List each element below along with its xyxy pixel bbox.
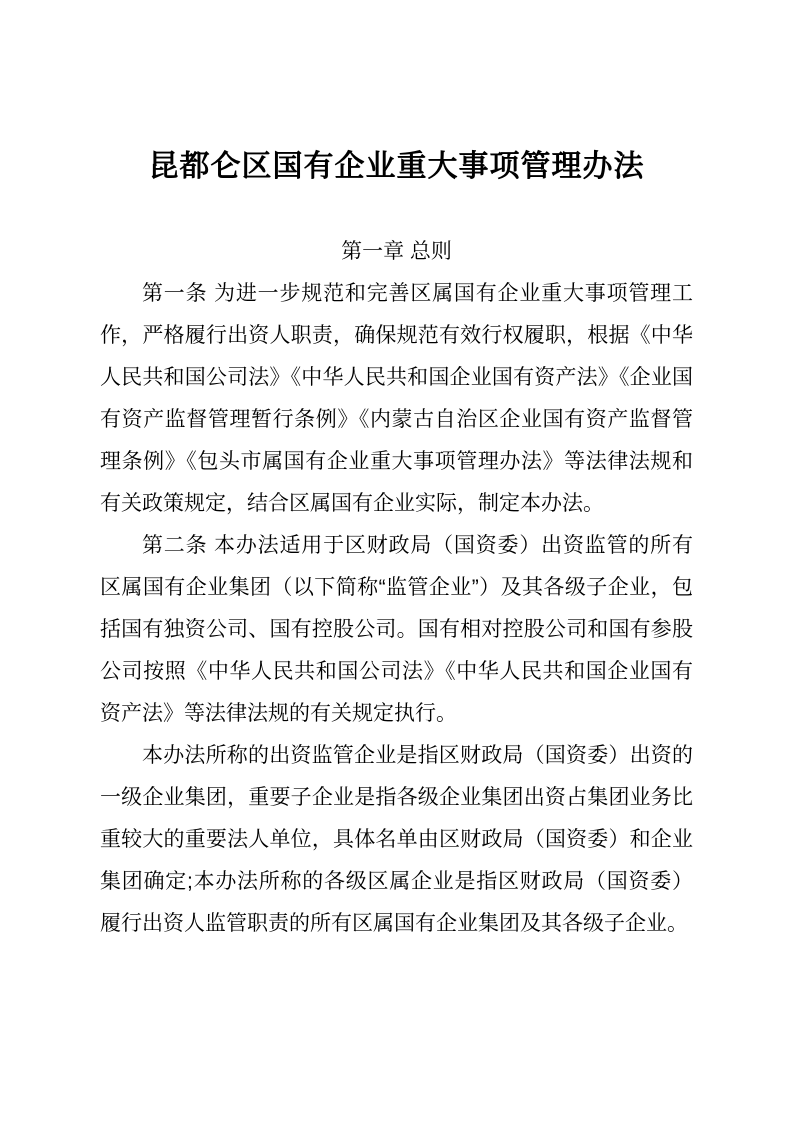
paragraph: 第二条 本办法适用于区财政局（国资委）出资监管的所有区属国有企业集团（以下简称“监管企业”）及其各级子企业，包括国有独资公司、国有控股公司。国有相对控股公司和国有参股公司按照《中华人民共和国公司法》《中华人民共和国企业国有资产法》等法律法规的有关规定执行。 — [100, 534, 693, 725]
chapter-heading: 第一章 总则 — [341, 240, 452, 263]
paragraph: 第一条 为进一步规范和完善区属国有企业重大事项管理工作，严格履行出资人职责，确保规范有效行权履职，根据《中华人民共和国公司法》《中华人民共和国企业国有资产法》《企业国有资产监督管理暂行条例》《内蒙古自治区企业国有资产监督管理条例》《包头市属国有企业重大事项管理办法》等法律法规和有关政策规定，结合区属国有企业实际，制定本办法。 — [100, 282, 693, 515]
paragraph: 本办法所称的出资监管企业是指区财政局（国资委）出资的一级企业集团，重要子企业是指各级企业集团出资占集团业务比重较大的重要法人单位，具体名单由区财政局（国资委）和企业集团确定;本办法所称的各级区属企业是指区财政局（国资委）履行出资人监管职责的所有区属国有企业集团及其各级子企业。 — [100, 744, 693, 935]
document-body — [100, 273, 693, 945]
document-title: 昆都仑区国有企业重大事项管理办法 — [148, 150, 645, 183]
document-content — [100, 145, 693, 945]
